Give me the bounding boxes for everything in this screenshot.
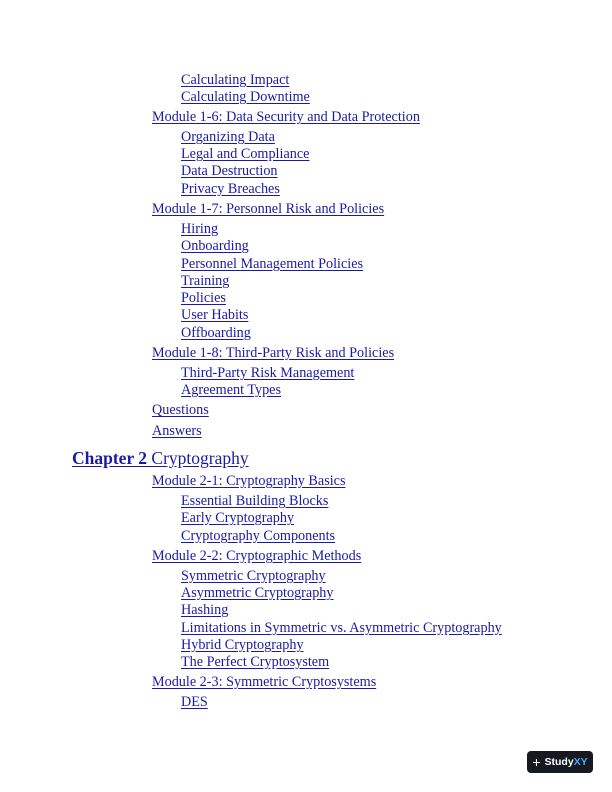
- toc-link-privacy-breaches[interactable]: Privacy Breaches: [181, 181, 280, 197]
- toc-link-symmetric-cryptography[interactable]: Symmetric Cryptography: [181, 568, 326, 584]
- toc-link-module-1-7[interactable]: Module 1-7: Personnel Risk and Policies: [152, 201, 385, 217]
- toc-link-des[interactable]: DES: [181, 694, 208, 710]
- toc-link-third-party-management[interactable]: Third-Party Risk Management: [181, 365, 355, 381]
- toc-link-chapter-2[interactable]: [72, 448, 249, 469]
- toc-link-module-1-8[interactable]: Module 1-8: Third-Party Risk and Policies: [152, 345, 395, 361]
- toc-link-module-2-1[interactable]: Module 2-1: Cryptography Basics: [152, 473, 346, 489]
- toc-link-asymmetric-cryptography[interactable]: Asymmetric Cryptography: [181, 585, 334, 601]
- toc-link-module-1-6[interactable]: Module 1-6: Data Security and Data Protection: [152, 109, 420, 125]
- toc-link-policies[interactable]: Policies: [181, 290, 226, 306]
- toc-link-data-destruction[interactable]: Data Destruction: [181, 163, 278, 179]
- toc-link-limitations[interactable]: Limitations in Symmetric vs. Asymmetric Cryptography: [181, 620, 502, 636]
- toc-link-answers[interactable]: Answers: [152, 423, 202, 439]
- toc-link-essential-building-blocks[interactable]: Essential Building Blocks: [181, 493, 329, 509]
- toc-link-early-cryptography[interactable]: Early Cryptography: [181, 510, 295, 526]
- toc-link-onboarding[interactable]: Onboarding: [181, 238, 249, 254]
- toc-link-module-2-3[interactable]: Module 2-3: Symmetric Cryptosystems: [152, 674, 377, 690]
- plus-icon: +: [532, 754, 541, 770]
- studyxy-logo-text: StudyXY: [544, 756, 588, 768]
- toc-link-hiring[interactable]: Hiring: [181, 221, 219, 237]
- toc-link-perfect-cryptosystem[interactable]: The Perfect Cryptosystem: [181, 654, 330, 670]
- toc-link-calculating-impact[interactable]: Calculating Impact: [181, 72, 290, 88]
- chapter-number: Chapter 2: [72, 448, 148, 468]
- toc-link-module-2-2[interactable]: Module 2-2: Cryptographic Methods: [152, 548, 362, 564]
- toc-link-training[interactable]: Training: [181, 273, 230, 289]
- toc-link-cryptography-components[interactable]: Cryptography Components: [181, 528, 336, 544]
- toc-link-hashing[interactable]: Hashing: [181, 602, 229, 618]
- toc-link-organizing-data[interactable]: Organizing Data: [181, 129, 275, 145]
- toc-link-hybrid-cryptography[interactable]: Hybrid Cryptography: [181, 637, 304, 653]
- toc-link-agreement-types[interactable]: Agreement Types: [181, 382, 281, 398]
- toc-link-offboarding[interactable]: Offboarding: [181, 325, 251, 341]
- studyxy-badge[interactable]: [527, 751, 593, 773]
- toc-link-calculating-downtime[interactable]: Calculating Downtime: [181, 89, 310, 105]
- toc-link-personnel-management[interactable]: Personnel Management Policies: [181, 256, 364, 272]
- toc-link-user-habits[interactable]: User Habits: [181, 307, 249, 323]
- toc-link-questions[interactable]: Questions: [152, 402, 209, 418]
- chapter-title: Cryptography: [151, 448, 249, 468]
- toc-link-legal-compliance[interactable]: Legal and Compliance: [181, 146, 310, 162]
